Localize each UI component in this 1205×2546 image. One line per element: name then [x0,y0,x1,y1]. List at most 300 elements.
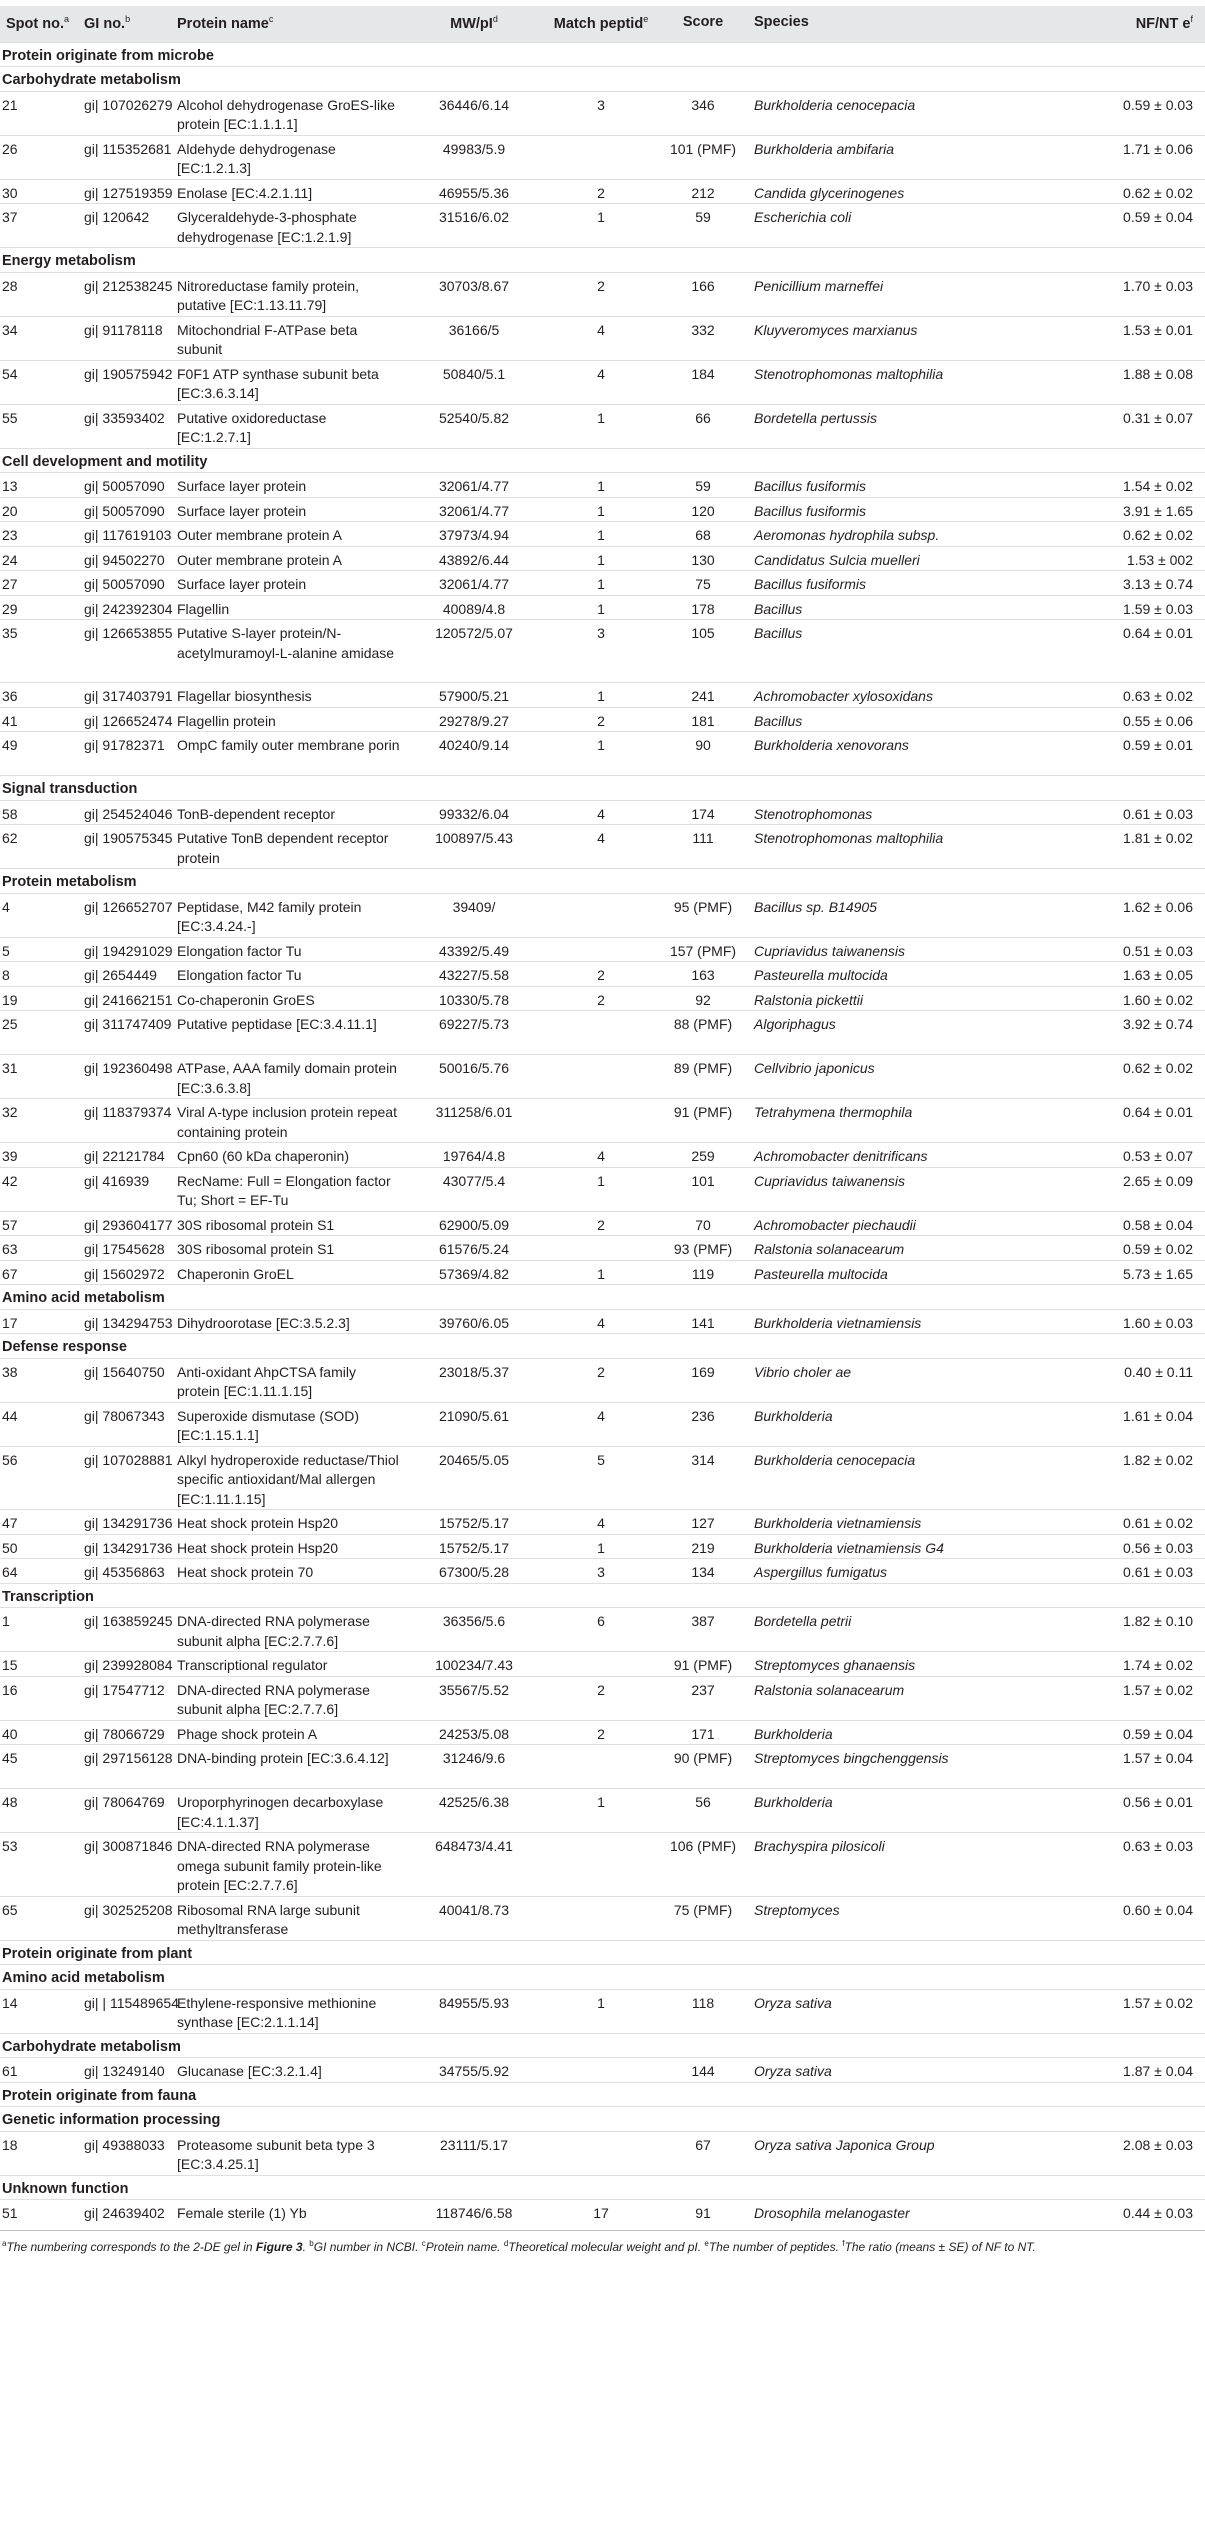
species-cell: Kluyveromyces marxianus [748,316,1026,360]
mw-pi-cell: 31516/6.02 [404,204,544,248]
spot-no-cell: 17 [0,1309,78,1334]
match-peptide-cell [544,1099,658,1143]
section-heading: Protein originate from fauna [0,2082,1205,2107]
score-cell: 93 (PMF) [658,1236,748,1261]
species-cell: Bacillus sp. B14905 [748,893,1026,937]
score-cell: 105 [658,620,748,683]
species-cell: Aspergillus fumigatus [748,1559,1026,1584]
match-peptide-cell: 1 [544,546,658,571]
match-peptide-cell: 1 [544,595,658,620]
nf-nt-ratio-cell: 0.56 ± 0.03 [1026,1534,1205,1559]
spot-no-cell: 30 [0,179,78,204]
table-row [0,1309,1205,1334]
nf-nt-ratio-cell: 1.53 ± 0.01 [1026,316,1205,360]
score-cell: 66 [658,404,748,448]
species-cell: Oryza sativa [748,1989,1026,2033]
mw-pi-cell: 40089/4.8 [404,595,544,620]
score-cell: 174 [658,800,748,825]
spot-no-cell: 67 [0,1260,78,1285]
protein-name-cell: Female sterile (1) Yb [171,2200,404,2225]
nf-nt-ratio-cell: 1.81 ± 0.02 [1026,825,1205,869]
gi-no-cell: gi| 78064769 [78,1789,171,1833]
spot-no-cell: 44 [0,1402,78,1446]
species-cell: Candida glycerinogenes [748,179,1026,204]
protein-name-cell: Enolase [EC:4.2.1.11] [171,179,404,204]
nf-nt-ratio-cell: 0.62 ± 0.02 [1026,179,1205,204]
species-cell: Pasteurella multocida [748,1260,1026,1285]
table-row [0,937,1205,962]
gi-no-cell: gi| 13249140 [78,2058,171,2083]
mw-pi-cell: 36446/6.14 [404,91,544,135]
nf-nt-ratio-cell: 0.64 ± 0.01 [1026,620,1205,683]
section-heading-row [0,2107,1205,2132]
match-peptide-cell: 2 [544,1720,658,1745]
spot-no-cell: 13 [0,473,78,498]
table-row [0,1652,1205,1677]
score-cell: 101 [658,1167,748,1211]
gi-no-cell: gi| 212538245 [78,272,171,316]
score-cell: 166 [658,272,748,316]
protein-name-cell: Transcriptional regulator [171,1652,404,1677]
protein-name-cell: Aldehyde dehydrogenase [EC:1.2.1.3] [171,135,404,179]
species-cell: Bordetella pertussis [748,404,1026,448]
species-cell: Aeromonas hydrophila subsp. [748,522,1026,547]
mw-pi-cell: 34755/5.92 [404,2058,544,2083]
protein-name-cell: DNA-binding protein [EC:3.6.4.12] [171,1745,404,1789]
species-cell: Bacillus fusiformis [748,571,1026,596]
match-peptide-cell: 4 [544,316,658,360]
protein-name-cell: Outer membrane protein A [171,546,404,571]
table-row [0,1402,1205,1446]
nf-nt-ratio-cell: 0.64 ± 0.01 [1026,1099,1205,1143]
table-row [0,1055,1205,1099]
score-cell: 91 [658,2200,748,2225]
score-cell: 68 [658,522,748,547]
match-peptide-cell: 5 [544,1446,658,1510]
score-cell: 387 [658,1608,748,1652]
gi-no-cell: gi| 134291736 [78,1534,171,1559]
spot-no-cell: 45 [0,1745,78,1789]
spot-no-cell: 16 [0,1676,78,1720]
section-heading-row [0,67,1205,92]
nf-nt-ratio-cell: 1.57 ± 0.02 [1026,1989,1205,2033]
species-cell: Tetrahymena thermophila [748,1099,1026,1143]
table-row [0,595,1205,620]
species-cell: Ralstonia solanacearum [748,1236,1026,1261]
table-row [0,1789,1205,1833]
spot-no-cell: 19 [0,986,78,1011]
gi-no-cell: gi| 2654449 [78,962,171,987]
spot-no-cell: 48 [0,1789,78,1833]
match-peptide-cell [544,1011,658,1055]
gi-no-cell: gi| 17547712 [78,1676,171,1720]
table-row [0,1358,1205,1402]
gi-no-cell: gi| 120642 [78,204,171,248]
nf-nt-ratio-cell: 0.53 ± 0.07 [1026,1143,1205,1168]
table-row [0,204,1205,248]
species-cell: Stenotrophomonas maltophilia [748,825,1026,869]
match-peptide-cell: 1 [544,1989,658,2033]
table-row [0,2131,1205,2175]
species-cell: Algoriphagus [748,1011,1026,1055]
gi-no-cell: gi| 17545628 [78,1236,171,1261]
protein-name-cell: 30S ribosomal protein S1 [171,1211,404,1236]
section-heading-row [0,2175,1205,2200]
spot-no-cell: 24 [0,546,78,571]
table-row [0,179,1205,204]
match-peptide-cell: 17 [544,2200,658,2225]
gi-no-cell: gi| 78067343 [78,1402,171,1446]
section-heading-row [0,1940,1205,1965]
match-peptide-cell: 4 [544,800,658,825]
header-spot-no: Spot no.$^a$ [6,14,70,32]
species-cell: Burkholderia vietnamiensis [748,1510,1026,1535]
mw-pi-cell: 15752/5.17 [404,1534,544,1559]
protein-name-cell: Ribosomal RNA large subunit methyltransferase [171,1896,404,1940]
score-cell: 70 [658,1211,748,1236]
species-cell: Burkholderia [748,1720,1026,1745]
protein-name-cell: Heat shock protein 70 [171,1559,404,1584]
mw-pi-cell: 100234/7.43 [404,1652,544,1677]
header-species: Species [754,14,809,30]
mw-pi-cell: 49983/5.9 [404,135,544,179]
table-row [0,272,1205,316]
protein-name-cell: Surface layer protein [171,571,404,596]
mw-pi-cell: 120572/5.07 [404,620,544,683]
protein-name-cell: RecName: Full = Elongation factor Tu; Short = EF-Tu [171,1167,404,1211]
table-row [0,2200,1205,2225]
table-row [0,404,1205,448]
spot-no-cell: 50 [0,1534,78,1559]
score-cell: 134 [658,1559,748,1584]
nf-nt-ratio-cell: 1.82 ± 0.10 [1026,1608,1205,1652]
score-cell: 111 [658,825,748,869]
spot-no-cell: 38 [0,1358,78,1402]
nf-nt-ratio-cell: 2.65 ± 0.09 [1026,1167,1205,1211]
protein-name-cell: Proteasome subunit beta type 3 [EC:3.4.25.1] [171,2131,404,2175]
nf-nt-ratio-cell: 0.62 ± 0.02 [1026,522,1205,547]
species-cell: Burkholderia vietnamiensis G4 [748,1534,1026,1559]
spot-no-cell: 37 [0,204,78,248]
section-heading: Protein metabolism [0,869,1205,894]
score-cell: 259 [658,1143,748,1168]
match-peptide-cell: 1 [544,497,658,522]
section-heading: Defense response [0,1334,1205,1359]
match-peptide-cell: 1 [544,732,658,776]
section-heading-row [0,1334,1205,1359]
section-heading: Signal transduction [0,776,1205,801]
score-cell: 127 [658,1510,748,1535]
spot-no-cell: 54 [0,360,78,404]
table-row [0,473,1205,498]
table-row [0,683,1205,708]
spot-no-cell: 18 [0,2131,78,2175]
match-peptide-cell: 1 [544,1789,658,1833]
species-cell: Burkholderia [748,1402,1026,1446]
spot-no-cell: 35 [0,620,78,683]
protein-name-cell: Putative oxidoreductase [EC:1.2.7.1] [171,404,404,448]
species-cell: Penicillium marneffei [748,272,1026,316]
mw-pi-cell: 52540/5.82 [404,404,544,448]
gi-no-cell: gi| 49388033 [78,2131,171,2175]
protein-name-cell: Flagellin [171,595,404,620]
table-row [0,707,1205,732]
score-cell: 92 [658,986,748,1011]
protein-name-cell: Putative S-layer protein/N-acetylmuramoyl-L-alanine amidase [171,620,404,683]
table-row [0,522,1205,547]
score-cell: 119 [658,1260,748,1285]
nf-nt-ratio-cell: 1.61 ± 0.04 [1026,1402,1205,1446]
gi-no-cell: gi| 194291029 [78,937,171,962]
table-row [0,1608,1205,1652]
section-heading: Transcription [0,1583,1205,1608]
nf-nt-ratio-cell: 0.61 ± 0.02 [1026,1510,1205,1535]
gi-no-cell: gi| 24639402 [78,2200,171,2225]
table-row [0,825,1205,869]
score-cell: 163 [658,962,748,987]
spot-no-cell: 34 [0,316,78,360]
nf-nt-ratio-cell: 1.57 ± 0.04 [1026,1745,1205,1789]
gi-no-cell: gi| 91782371 [78,732,171,776]
species-cell: Pasteurella multocida [748,962,1026,987]
match-peptide-cell: 1 [544,404,658,448]
section-heading: Genetic information processing [0,2107,1205,2132]
mw-pi-cell: 23018/5.37 [404,1358,544,1402]
protein-name-cell: TonB-dependent receptor [171,800,404,825]
nf-nt-ratio-cell: 1.59 ± 0.03 [1026,595,1205,620]
gi-no-cell: gi| 15640750 [78,1358,171,1402]
spot-no-cell: 14 [0,1989,78,2033]
mw-pi-cell: 43077/5.4 [404,1167,544,1211]
gi-no-cell: gi| 134291736 [78,1510,171,1535]
protein-name-cell: Superoxide dismutase (SOD) [EC:1.15.1.1] [171,1402,404,1446]
table-row [0,1167,1205,1211]
gi-no-cell: gi| 126653855 [78,620,171,683]
mw-pi-cell: 20465/5.05 [404,1446,544,1510]
gi-no-cell: gi| 118379374 [78,1099,171,1143]
score-cell: 91 (PMF) [658,1099,748,1143]
mw-pi-cell: 43392/5.49 [404,937,544,962]
gi-no-cell: gi| 45356863 [78,1559,171,1584]
spot-no-cell: 51 [0,2200,78,2225]
species-cell: Cupriavidus taiwanensis [748,937,1026,962]
spot-no-cell: 41 [0,707,78,732]
match-peptide-cell: 3 [544,620,658,683]
mw-pi-cell: 15752/5.17 [404,1510,544,1535]
nf-nt-ratio-cell: 1.60 ± 0.03 [1026,1309,1205,1334]
mw-pi-cell: 69227/5.73 [404,1011,544,1055]
mw-pi-cell: 40041/8.73 [404,1896,544,1940]
protein-name-cell: Flagellin protein [171,707,404,732]
protein-name-cell: Uroporphyrinogen decarboxylase [EC:4.1.1.37] [171,1789,404,1833]
header-score: Score [682,14,724,30]
gi-no-cell: gi| 239928084 [78,1652,171,1677]
mw-pi-cell: 10330/5.78 [404,986,544,1011]
spot-no-cell: 62 [0,825,78,869]
spot-no-cell: 31 [0,1055,78,1099]
protein-name-cell: Surface layer protein [171,473,404,498]
species-cell: Cellvibrio japonicus [748,1055,1026,1099]
gi-no-cell: gi| 115352681 [78,135,171,179]
table-row [0,1236,1205,1261]
score-cell: 130 [658,546,748,571]
match-peptide-cell: 1 [544,1167,658,1211]
table-row [0,546,1205,571]
species-cell: Bacillus fusiformis [748,497,1026,522]
spot-no-cell: 25 [0,1011,78,1055]
score-cell: 95 (PMF) [658,893,748,937]
match-peptide-cell: 2 [544,707,658,732]
mw-pi-cell: 50840/5.1 [404,360,544,404]
score-cell: 212 [658,179,748,204]
match-peptide-cell [544,1745,658,1789]
gi-no-cell: gi| 300871846 [78,1833,171,1897]
spot-no-cell: 49 [0,732,78,776]
section-heading: Amino acid metabolism [0,1285,1205,1310]
spot-no-cell: 15 [0,1652,78,1677]
species-cell: Achromobacter piechaudii [748,1211,1026,1236]
gi-no-cell: gi| 50057090 [78,497,171,522]
mw-pi-cell: 36166/5 [404,316,544,360]
score-cell: 171 [658,1720,748,1745]
species-cell: Cupriavidus taiwanensis [748,1167,1026,1211]
mw-pi-cell: 21090/5.61 [404,1402,544,1446]
species-cell: Oryza sativa Japonica Group [748,2131,1026,2175]
gi-no-cell: gi| 311747409 [78,1011,171,1055]
spot-no-cell: 36 [0,683,78,708]
species-cell: Brachyspira pilosicoli [748,1833,1026,1897]
nf-nt-ratio-cell: 1.88 ± 0.08 [1026,360,1205,404]
header-gi-no: GI no.$^b$ [84,14,131,32]
header-nf-nt-ratio: NF/NT $e^f$ [1135,14,1193,32]
match-peptide-cell: 4 [544,1143,658,1168]
section-heading: Carbohydrate metabolism [0,67,1205,92]
spot-no-cell: 57 [0,1211,78,1236]
section-heading: Unknown function [0,2175,1205,2200]
table-row [0,962,1205,987]
protein-name-cell: Viral A-type inclusion protein repeat containing protein [171,1099,404,1143]
header-match-peptide: Match peptid$^e$ [553,14,649,32]
table-row [0,620,1205,683]
match-peptide-cell [544,1236,658,1261]
nf-nt-ratio-cell: 3.92 ± 0.74 [1026,1011,1205,1055]
match-peptide-cell: 4 [544,360,658,404]
gi-no-cell: gi| 107028881 [78,1446,171,1510]
nf-nt-ratio-cell: 1.71 ± 0.06 [1026,135,1205,179]
table-row [0,2058,1205,2083]
gi-no-cell: gi| 134294753 [78,1309,171,1334]
match-peptide-cell [544,1652,658,1677]
table-row [0,1896,1205,1940]
match-peptide-cell: 4 [544,1402,658,1446]
protein-name-cell: Heat shock protein Hsp20 [171,1534,404,1559]
match-peptide-cell: 1 [544,473,658,498]
gi-no-cell: gi| 33593402 [78,404,171,448]
score-cell: 219 [658,1534,748,1559]
protein-name-cell: Phage shock protein A [171,1720,404,1745]
score-cell: 91 (PMF) [658,1652,748,1677]
spot-no-cell: 58 [0,800,78,825]
section-heading: Energy metabolism [0,248,1205,273]
table-row [0,497,1205,522]
spot-no-cell: 55 [0,404,78,448]
nf-nt-ratio-cell: 5.73 ± 1.65 [1026,1260,1205,1285]
protein-name-cell: F0F1 ATP synthase subunit beta [EC:3.6.3.14] [171,360,404,404]
nf-nt-ratio-cell: 3.91 ± 1.65 [1026,497,1205,522]
species-cell: Achromobacter denitrificans [748,1143,1026,1168]
score-cell: 169 [658,1358,748,1402]
nf-nt-ratio-cell: 0.59 ± 0.04 [1026,1720,1205,1745]
gi-no-cell: gi| 302525208 [78,1896,171,1940]
match-peptide-cell [544,2058,658,2083]
species-cell: Stenotrophomonas [748,800,1026,825]
gi-no-cell: gi| 91178118 [78,316,171,360]
match-peptide-cell [544,1896,658,1940]
score-cell: 141 [658,1309,748,1334]
section-heading-row [0,776,1205,801]
protein-name-cell: Glyceraldehyde-3-phosphate dehydrogenase [EC:1.2.1.9] [171,204,404,248]
nf-nt-ratio-cell: 1.57 ± 0.02 [1026,1676,1205,1720]
protein-name-cell: Elongation factor Tu [171,962,404,987]
gi-no-cell: gi| 78066729 [78,1720,171,1745]
spot-no-cell: 64 [0,1559,78,1584]
mw-pi-cell: 40240/9.14 [404,732,544,776]
table-row [0,571,1205,596]
nf-nt-ratio-cell: 0.59 ± 0.02 [1026,1236,1205,1261]
mw-pi-cell: 30703/8.67 [404,272,544,316]
spot-no-cell: 28 [0,272,78,316]
mw-pi-cell: 39760/6.05 [404,1309,544,1334]
mw-pi-cell: 29278/9.27 [404,707,544,732]
nf-nt-ratio-cell: 0.31 ± 0.07 [1026,404,1205,448]
section-heading-row [0,869,1205,894]
gi-no-cell: gi| 416939 [78,1167,171,1211]
score-cell: 106 (PMF) [658,1833,748,1897]
score-cell: 157 (PMF) [658,937,748,962]
protein-name-cell: ATPase, AAA family domain protein [EC:3.6.3.8] [171,1055,404,1099]
section-heading: Cell development and motility [0,448,1205,473]
match-peptide-cell: 2 [544,179,658,204]
species-cell: Drosophila melanogaster [748,2200,1026,2225]
gi-no-cell: gi| 190575345 [78,825,171,869]
spot-no-cell: 21 [0,91,78,135]
gi-no-cell: gi| 241662151 [78,986,171,1011]
species-cell: Bordetella petrii [748,1608,1026,1652]
table-row [0,732,1205,776]
score-cell: 236 [658,1402,748,1446]
spot-no-cell: 42 [0,1167,78,1211]
spot-no-cell: 8 [0,962,78,987]
table-row [0,1559,1205,1584]
spot-no-cell: 29 [0,595,78,620]
match-peptide-cell: 1 [544,683,658,708]
species-cell: Burkholderia xenovorans [748,732,1026,776]
mw-pi-cell: 19764/4.8 [404,1143,544,1168]
spot-no-cell: 63 [0,1236,78,1261]
table-row [0,1676,1205,1720]
protein-name-cell: OmpC family outer membrane porin [171,732,404,776]
nf-nt-ratio-cell: 0.59 ± 0.01 [1026,732,1205,776]
section-heading: Amino acid metabolism [0,1965,1205,1990]
score-cell: 241 [658,683,748,708]
score-cell: 59 [658,204,748,248]
table-row [0,135,1205,179]
gi-no-cell: gi| 126652474 [78,707,171,732]
mw-pi-cell: 57369/4.82 [404,1260,544,1285]
gi-no-cell: gi| 107026279 [78,91,171,135]
section-heading-row [0,2082,1205,2107]
mw-pi-cell: 42525/6.38 [404,1789,544,1833]
